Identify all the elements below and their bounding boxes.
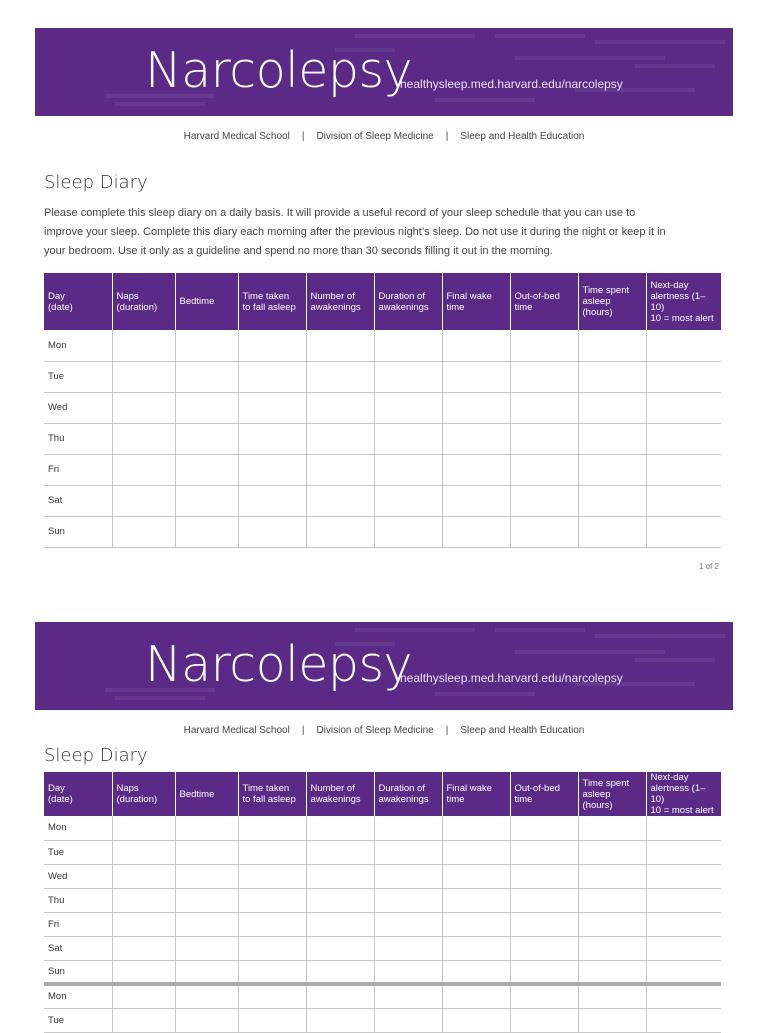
column-header-line: alertness (1–10) — [650, 290, 706, 313]
entry-cell[interactable] — [175, 840, 238, 864]
entry-cell[interactable] — [374, 330, 442, 361]
entry-cell[interactable] — [175, 485, 238, 516]
entry-cell[interactable] — [175, 864, 238, 888]
entry-cell[interactable] — [112, 516, 175, 547]
entry-cell[interactable] — [175, 936, 238, 960]
entry-cell[interactable] — [646, 485, 721, 516]
entry-cell[interactable] — [238, 864, 306, 888]
column-header-line: 10 = most alert — [650, 805, 714, 816]
entry-cell[interactable] — [646, 454, 721, 485]
table-row — [44, 361, 721, 392]
banner — [35, 622, 733, 710]
column-header — [175, 772, 238, 816]
entry-cell[interactable] — [306, 984, 374, 1008]
entry-cell[interactable] — [578, 330, 646, 361]
entry-cell[interactable] — [646, 1008, 721, 1032]
entry-cell[interactable] — [374, 984, 442, 1008]
table-row — [44, 330, 721, 361]
column-header-line: time — [446, 301, 465, 313]
column-header — [374, 273, 442, 330]
column-header-line: time — [514, 794, 533, 805]
table-row — [44, 392, 721, 423]
column-header — [238, 772, 306, 816]
entry-cell[interactable] — [175, 330, 238, 361]
entry-cell[interactable] — [374, 816, 442, 840]
entry-cell[interactable] — [578, 984, 646, 1008]
entry-cell[interactable] — [175, 912, 238, 936]
entry-cell[interactable] — [646, 936, 721, 960]
entry-cell[interactable] — [175, 816, 238, 840]
entry-cell[interactable] — [238, 392, 306, 423]
table-row — [44, 984, 721, 1008]
entry-cell[interactable] — [306, 330, 374, 361]
table-row — [44, 516, 721, 547]
column-header-line: Naps — [116, 783, 139, 794]
entry-cell[interactable] — [238, 912, 306, 936]
table-row — [44, 454, 721, 485]
entry-cell[interactable] — [442, 936, 510, 960]
entry-cell[interactable] — [646, 888, 721, 912]
affiliation-school: Harvard Medical School — [183, 725, 290, 736]
entry-cell[interactable] — [442, 816, 510, 840]
entry-cell[interactable] — [306, 423, 374, 454]
entry-cell[interactable] — [510, 361, 578, 392]
entry-cell[interactable] — [374, 1008, 442, 1032]
entry-cell[interactable] — [646, 423, 721, 454]
entry-cell[interactable] — [306, 816, 374, 840]
entry-cell[interactable] — [578, 516, 646, 547]
column-header-line: Duration of — [378, 783, 425, 794]
column-header-line: (duration) — [116, 794, 158, 805]
table-row — [44, 1008, 721, 1032]
entry-cell[interactable] — [442, 840, 510, 864]
column-header — [238, 273, 306, 330]
entry-cell[interactable] — [238, 423, 306, 454]
entry-cell[interactable] — [510, 960, 578, 984]
entry-cell[interactable] — [578, 454, 646, 485]
table-row — [44, 485, 721, 516]
entry-cell[interactable] — [238, 984, 306, 1008]
entry-cell[interactable] — [578, 392, 646, 423]
column-header — [442, 772, 510, 816]
day-label: Sat — [44, 936, 112, 960]
entry-cell[interactable] — [510, 516, 578, 547]
entry-cell[interactable] — [306, 936, 374, 960]
entry-cell[interactable] — [374, 864, 442, 888]
column-header — [112, 772, 175, 816]
entry-cell[interactable] — [578, 816, 646, 840]
day-label: Sat — [44, 485, 112, 516]
entry-cell[interactable] — [442, 361, 510, 392]
sleep-diary-table — [44, 772, 721, 1033]
table-row — [44, 840, 721, 864]
entry-cell[interactable] — [175, 888, 238, 912]
banner-url: healthysleep.med.harvard.edu/narcolepsy — [400, 671, 623, 685]
column-header-line: asleep — [582, 788, 611, 800]
column-header-line: Bedtime — [179, 296, 215, 307]
entry-cell[interactable] — [112, 454, 175, 485]
entry-cell[interactable] — [306, 1008, 374, 1032]
column-header — [578, 772, 646, 816]
entry-cell[interactable] — [112, 330, 175, 361]
column-header-line: Day — [48, 290, 65, 302]
entry-cell[interactable] — [238, 330, 306, 361]
entry-cell[interactable] — [646, 912, 721, 936]
entry-cell[interactable] — [442, 423, 510, 454]
affiliation-line — [0, 725, 768, 736]
entry-cell[interactable] — [578, 361, 646, 392]
entry-cell[interactable] — [442, 984, 510, 1008]
day-label: Sun — [44, 960, 112, 984]
column-header — [306, 772, 374, 816]
sleep-diary-table — [44, 273, 721, 548]
entry-cell[interactable] — [374, 888, 442, 912]
table-row — [44, 423, 721, 454]
column-header-line: time — [446, 794, 465, 805]
table-row — [44, 816, 721, 840]
entry-cell[interactable] — [646, 984, 721, 1008]
entry-cell[interactable] — [112, 840, 175, 864]
column-header-line: Duration of — [378, 290, 425, 302]
entry-cell[interactable] — [646, 840, 721, 864]
column-header-line: Out-of-bed — [514, 783, 560, 794]
entry-cell[interactable] — [238, 454, 306, 485]
entry-cell[interactable] — [238, 936, 306, 960]
column-header-line: Time taken — [242, 783, 290, 794]
affiliation-school: Harvard Medical School — [183, 131, 290, 142]
entry-cell[interactable] — [306, 454, 374, 485]
day-label: Mon — [44, 816, 112, 840]
entry-cell[interactable] — [374, 936, 442, 960]
entry-cell[interactable] — [374, 392, 442, 423]
entry-cell[interactable] — [374, 960, 442, 984]
column-header-line: Day — [48, 783, 65, 794]
table-row — [44, 912, 721, 936]
entry-cell[interactable] — [578, 936, 646, 960]
entry-cell[interactable] — [306, 912, 374, 936]
entry-cell[interactable] — [306, 960, 374, 984]
entry-cell[interactable] — [175, 984, 238, 1008]
day-label: Tue — [44, 840, 112, 864]
entry-cell[interactable] — [374, 912, 442, 936]
entry-cell[interactable] — [306, 840, 374, 864]
banner-title: Narcolepsy — [145, 636, 413, 693]
entry-cell[interactable] — [374, 840, 442, 864]
entry-cell[interactable] — [442, 330, 510, 361]
affiliation-division: Division of Sleep Medicine — [316, 131, 434, 142]
entry-cell[interactable] — [112, 864, 175, 888]
table-row — [44, 864, 721, 888]
column-header-line: Out-of-bed — [514, 290, 560, 302]
entry-cell[interactable] — [578, 864, 646, 888]
column-header-line: to fall asleep — [242, 794, 296, 805]
entry-cell[interactable] — [442, 516, 510, 547]
page-number: 1 of 2 — [698, 562, 719, 571]
affiliation-division: Division of Sleep Medicine — [316, 725, 434, 736]
column-header-line: to fall asleep — [242, 301, 296, 313]
entry-cell[interactable] — [306, 864, 374, 888]
entry-cell[interactable] — [112, 392, 175, 423]
column-header-line: Time taken — [242, 290, 290, 302]
entry-cell[interactable] — [578, 485, 646, 516]
entry-cell[interactable] — [112, 816, 175, 840]
entry-cell[interactable] — [646, 816, 721, 840]
column-header-line: asleep — [582, 296, 611, 307]
column-header-line: (date) — [48, 301, 73, 313]
column-header — [306, 273, 374, 330]
entry-cell[interactable] — [442, 485, 510, 516]
entry-cell[interactable] — [238, 960, 306, 984]
entry-cell[interactable] — [510, 840, 578, 864]
entry-cell[interactable] — [442, 864, 510, 888]
banner-url: healthysleep.med.harvard.edu/narcolepsy — [400, 77, 623, 91]
entry-cell[interactable] — [510, 984, 578, 1008]
day-label: Wed — [44, 864, 112, 888]
entry-cell[interactable] — [578, 960, 646, 984]
column-header — [442, 273, 510, 330]
column-header — [374, 772, 442, 816]
entry-cell[interactable] — [646, 960, 721, 984]
column-header-line: Final wake — [446, 290, 492, 302]
column-header — [646, 772, 721, 816]
column-header-line: Time spent — [582, 285, 630, 296]
day-label: Fri — [44, 912, 112, 936]
column-header — [112, 273, 175, 330]
table-row — [44, 960, 721, 984]
entry-cell[interactable] — [374, 423, 442, 454]
day-label: Sun — [44, 516, 112, 547]
affiliation-education: Sleep and Health Education — [460, 725, 585, 736]
banner — [35, 28, 733, 116]
entry-cell[interactable] — [646, 392, 721, 423]
entry-cell[interactable] — [374, 516, 442, 547]
column-header-line: awakenings — [310, 794, 361, 805]
entry-cell[interactable] — [112, 960, 175, 984]
affiliation-separator: | — [301, 725, 305, 736]
entry-cell[interactable] — [112, 485, 175, 516]
entry-cell[interactable] — [112, 423, 175, 454]
entry-cell[interactable] — [442, 392, 510, 423]
column-header-line: Bedtime — [179, 788, 215, 800]
column-header-line: awakenings — [378, 794, 429, 805]
entry-cell[interactable] — [112, 888, 175, 912]
entry-cell[interactable] — [646, 330, 721, 361]
day-label: Fri — [44, 454, 112, 485]
day-label: Thu — [44, 423, 112, 454]
entry-cell[interactable] — [175, 423, 238, 454]
entry-cell[interactable] — [175, 1008, 238, 1032]
entry-cell[interactable] — [175, 454, 238, 485]
entry-cell[interactable] — [510, 330, 578, 361]
entry-cell[interactable] — [442, 960, 510, 984]
intro-paragraph: Please complete this sleep diary on a daily basis. It will provide a useful record of your sleep schedule that you can use to improve your sleep. Complete this diary each morning after the previous night’s sleep. Do not use it during the night or keep it in your bedroom. Use it only as a guideline and spend no more than 30 seconds filling it out in the morning. — [44, 207, 666, 257]
banner-title: Narcolepsy — [145, 42, 413, 99]
entry-cell[interactable] — [510, 1008, 578, 1032]
page-title: Sleep Diary — [44, 745, 148, 766]
entry-cell[interactable] — [578, 423, 646, 454]
affiliation-line — [0, 131, 768, 142]
column-header-line: Time spent — [582, 777, 630, 789]
day-label: Mon — [44, 984, 112, 1008]
entry-cell[interactable] — [175, 516, 238, 547]
entry-cell[interactable] — [306, 516, 374, 547]
entry-cell[interactable] — [510, 454, 578, 485]
entry-cell[interactable] — [578, 912, 646, 936]
entry-cell[interactable] — [238, 816, 306, 840]
entry-cell[interactable] — [175, 392, 238, 423]
column-header-line: (duration) — [116, 301, 158, 313]
column-header — [510, 772, 578, 816]
entry-cell[interactable] — [442, 454, 510, 485]
column-header-line: (date) — [48, 794, 73, 805]
affiliation-separator: | — [301, 131, 305, 142]
column-header-line: Final wake — [446, 783, 492, 794]
affiliation-separator: | — [445, 725, 449, 736]
entry-cell[interactable] — [578, 888, 646, 912]
column-header-line: awakenings — [378, 301, 429, 313]
entry-cell[interactable] — [112, 984, 175, 1008]
entry-cell[interactable] — [306, 392, 374, 423]
day-label: Tue — [44, 1008, 112, 1032]
entry-cell[interactable] — [510, 864, 578, 888]
entry-cell[interactable] — [112, 936, 175, 960]
column-header — [175, 273, 238, 330]
entry-cell[interactable] — [510, 485, 578, 516]
day-label: Mon — [44, 330, 112, 361]
entry-cell[interactable] — [112, 361, 175, 392]
entry-cell[interactable] — [578, 1008, 646, 1032]
entry-cell[interactable] — [646, 361, 721, 392]
entry-cell[interactable] — [510, 888, 578, 912]
column-header-line: time — [514, 301, 533, 313]
entry-cell[interactable] — [238, 888, 306, 912]
entry-cell[interactable] — [510, 816, 578, 840]
day-label: Wed — [44, 392, 112, 423]
column-header — [44, 273, 112, 330]
column-header — [578, 273, 646, 330]
entry-cell[interactable] — [306, 888, 374, 912]
column-header-line: Next-day — [650, 772, 689, 783]
affiliation-education: Sleep and Health Education — [460, 131, 585, 142]
column-header-line: (hours) — [582, 799, 613, 811]
column-header-line: Naps — [116, 290, 139, 302]
column-header-line: Number of — [310, 290, 355, 302]
entry-cell[interactable] — [112, 1008, 175, 1032]
entry-cell[interactable] — [238, 840, 306, 864]
column-header-line: awakenings — [310, 301, 361, 313]
table-row — [44, 888, 721, 912]
entry-cell[interactable] — [374, 361, 442, 392]
entry-cell[interactable] — [510, 936, 578, 960]
entry-cell[interactable] — [374, 485, 442, 516]
entry-cell[interactable] — [442, 912, 510, 936]
entry-cell[interactable] — [510, 423, 578, 454]
entry-cell[interactable] — [578, 840, 646, 864]
entry-cell[interactable] — [175, 960, 238, 984]
entry-cell[interactable] — [238, 485, 306, 516]
entry-cell[interactable] — [646, 516, 721, 547]
column-header — [44, 772, 112, 816]
entry-cell[interactable] — [374, 454, 442, 485]
column-header-line: alertness (1–10) — [650, 783, 706, 805]
day-label: Tue — [44, 361, 112, 392]
entry-cell[interactable] — [442, 888, 510, 912]
entry-cell[interactable] — [510, 912, 578, 936]
affiliation-separator: | — [445, 131, 449, 142]
entry-cell[interactable] — [442, 1008, 510, 1032]
column-header — [646, 273, 721, 330]
day-label: Thu — [44, 888, 112, 912]
column-header-line: Number of — [310, 783, 355, 794]
entry-cell[interactable] — [238, 516, 306, 547]
entry-cell[interactable] — [238, 1008, 306, 1032]
entry-cell[interactable] — [306, 485, 374, 516]
entry-cell[interactable] — [306, 361, 374, 392]
column-header — [510, 273, 578, 330]
entry-cell[interactable] — [646, 864, 721, 888]
column-header-line: 10 = most alert — [650, 312, 714, 324]
column-header-line: (hours) — [582, 307, 613, 318]
table-row — [44, 936, 721, 960]
entry-cell[interactable] — [238, 361, 306, 392]
entry-cell[interactable] — [112, 912, 175, 936]
page-title: Sleep Diary — [44, 172, 148, 193]
column-header-line: Next-day — [650, 279, 689, 291]
entry-cell[interactable] — [175, 361, 238, 392]
entry-cell[interactable] — [510, 392, 578, 423]
